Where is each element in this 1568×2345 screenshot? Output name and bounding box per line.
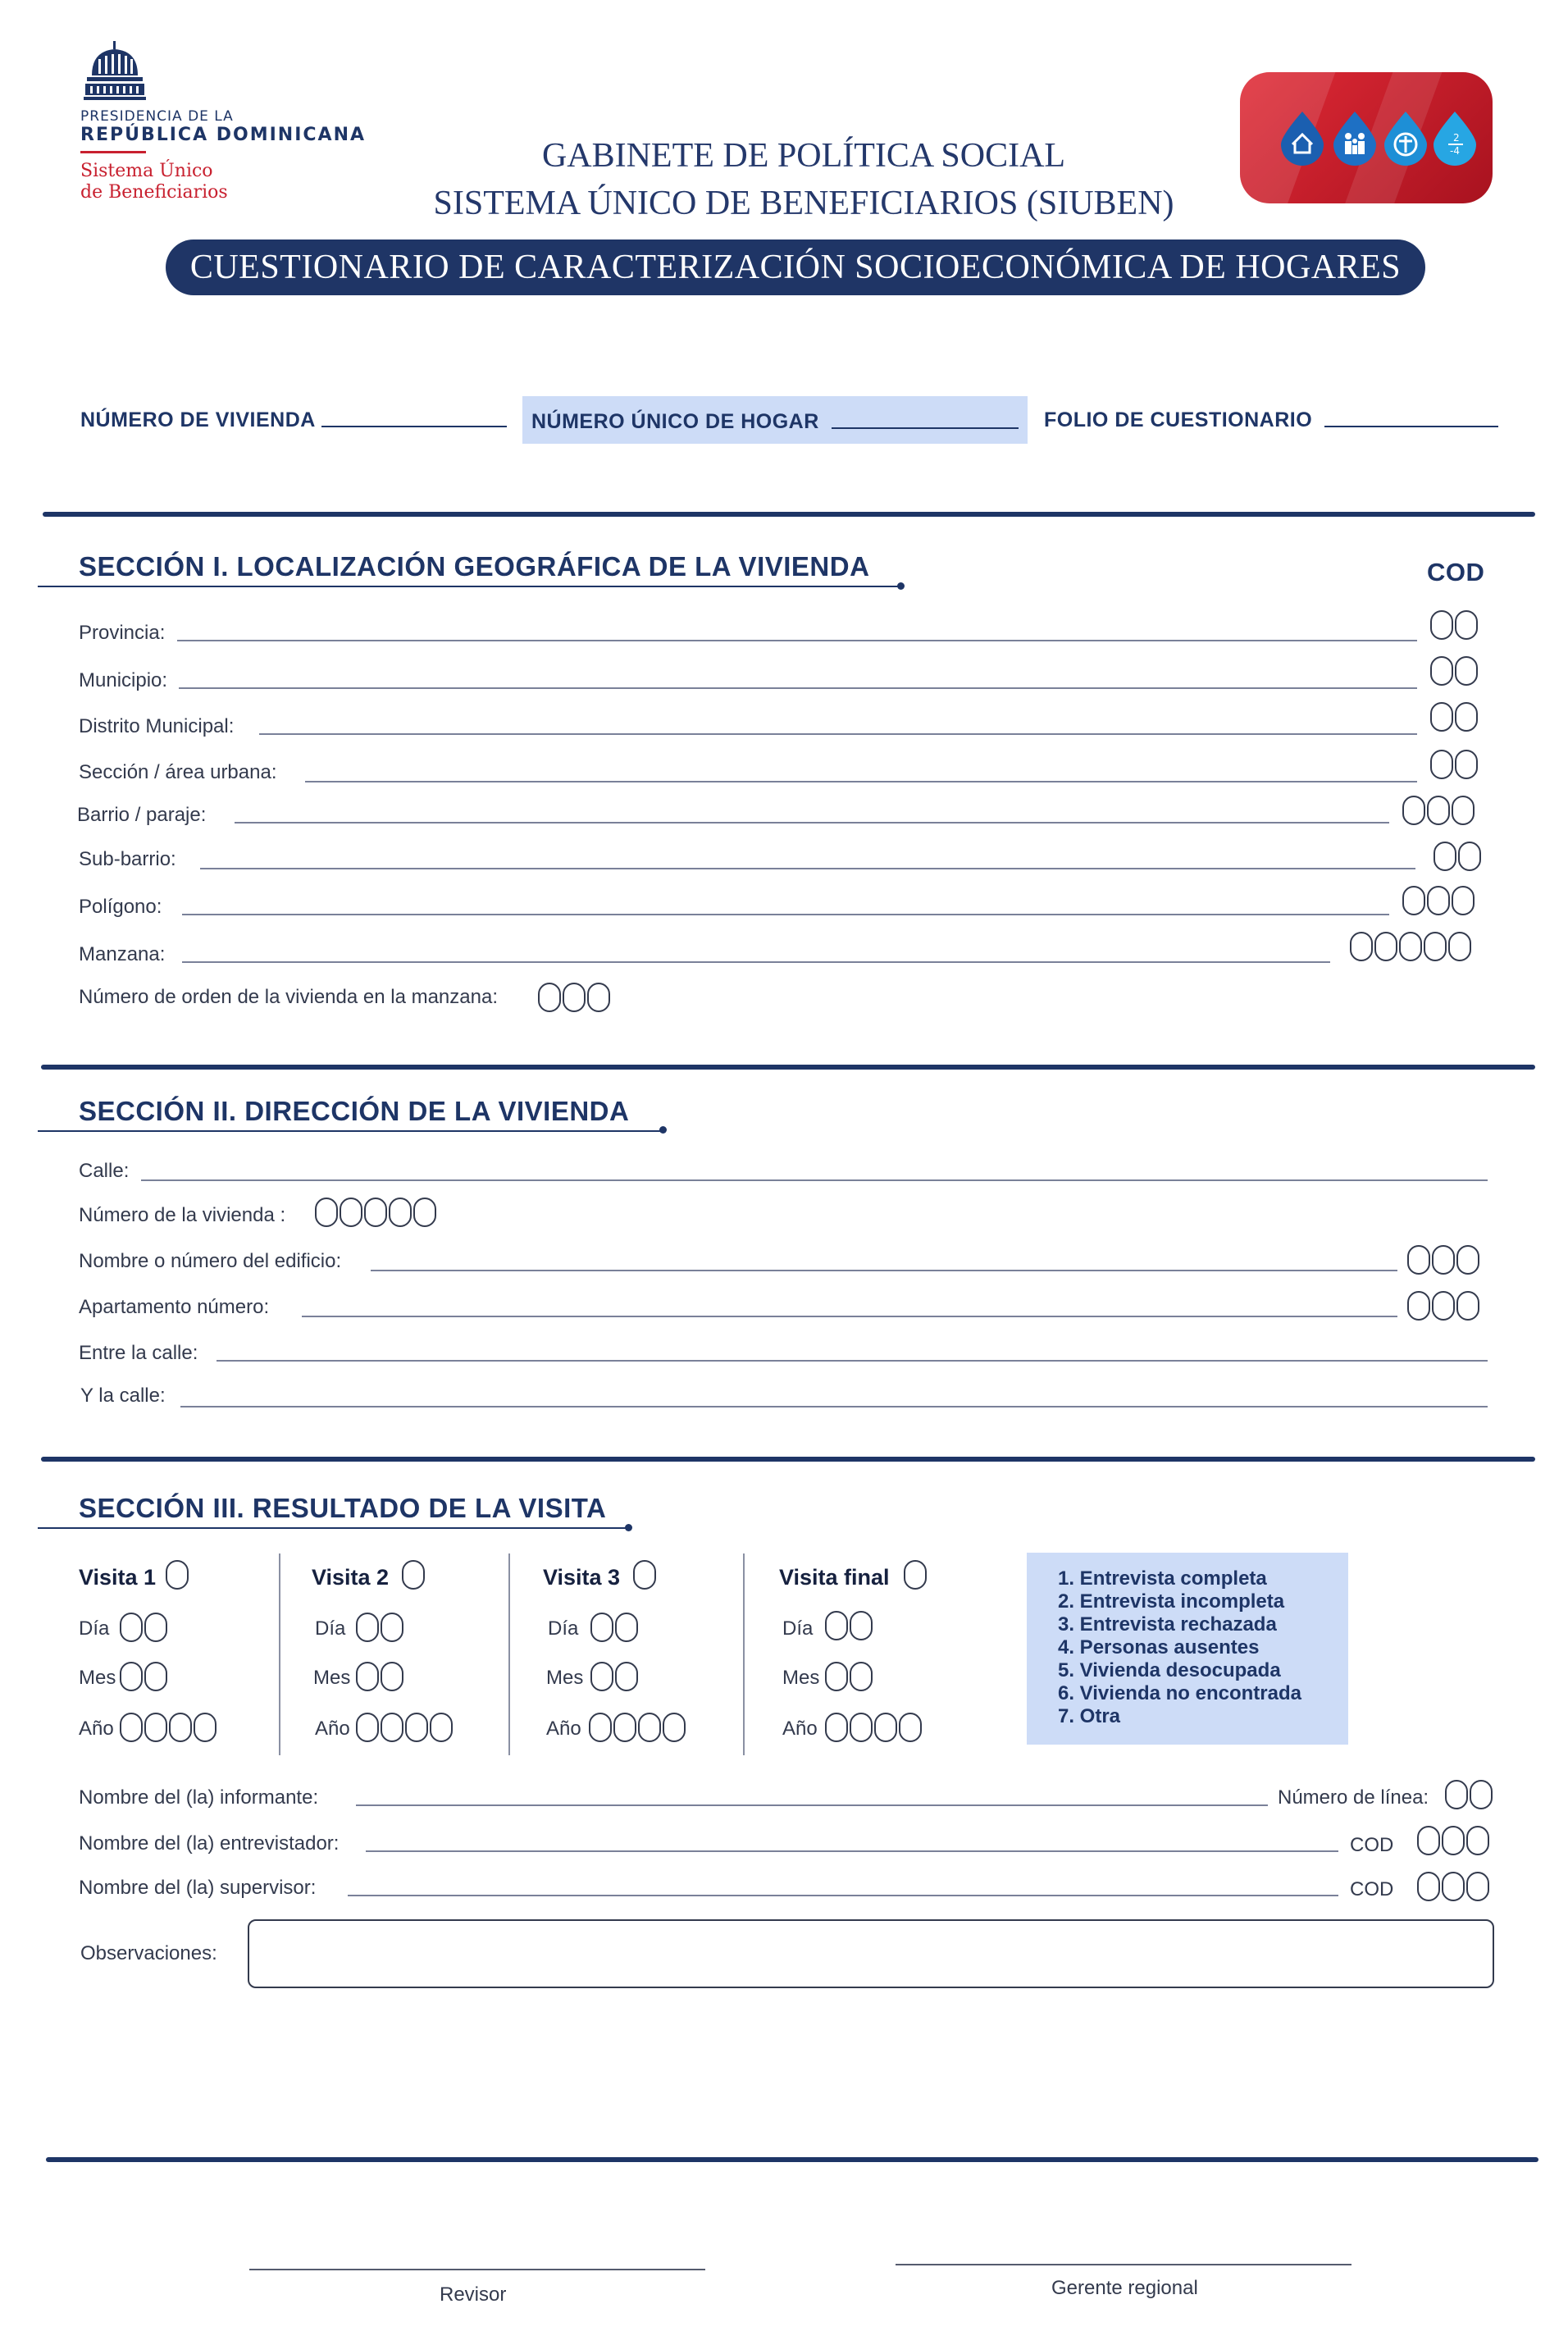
numero-vivienda-dir-code[interactable] [315,1198,436,1227]
logo-line-2: REPÚBLICA DOMINICANA [80,125,367,145]
supervisor-input[interactable] [348,1895,1338,1896]
section-divider-2 [41,1065,1535,1070]
logo-divider [80,151,146,153]
visit-3-dia[interactable] [590,1613,638,1642]
subbarrio-code[interactable] [1434,842,1481,871]
section-3-dot [625,1524,632,1531]
municipio-input[interactable] [179,687,1417,689]
visit-final-result[interactable] [904,1560,927,1590]
distrito-code[interactable] [1430,702,1478,732]
visit-final-mes[interactable] [825,1662,873,1691]
presidencia-logo [80,41,376,205]
result-codes-legend [1027,1553,1348,1745]
observaciones-input[interactable] [248,1919,1494,1988]
distrito-input[interactable] [259,733,1417,735]
entrevistador-input[interactable] [366,1850,1338,1852]
numero-linea-label: Número de línea: [1278,1786,1429,1809]
visit-final-column [779,1558,984,1755]
manzana-code[interactable] [1350,932,1471,961]
edificio-code[interactable] [1407,1245,1479,1275]
footer-divider [46,2157,1538,2162]
provincia-input[interactable] [177,640,1417,641]
calle-input[interactable] [141,1179,1488,1181]
visit-separator-2 [508,1553,510,1755]
svg-text:2: 2 [1453,132,1460,144]
visit-final-dia[interactable] [825,1611,873,1640]
gerente-label: Gerente regional [1051,2277,1198,2299]
legend-item: 7. Otra [1058,1705,1121,1727]
section-divider-3 [41,1457,1535,1462]
section-2-title: SECCIÓN II. DIRECCIÓN DE LA VIVIENDA [79,1096,630,1126]
visit-2-title: Visita 2 [312,1565,390,1590]
revisor-label: Revisor [440,2283,507,2306]
municipio-label: Municipio: [79,669,168,691]
visit-3-anio-label: Año [546,1718,581,1740]
section-3-title: SECCIÓN III. RESULTADO DE LA VISITA [79,1493,607,1523]
cod-header: COD [1427,558,1485,586]
visit-1-dia[interactable] [120,1613,167,1642]
entrevistador-cod-label: COD [1350,1834,1394,1856]
section-1-title: SECCIÓN I. LOCALIZACIÓN GEOGRÁFICA DE LA VIVIENDA [79,551,870,582]
visit-1-anio[interactable] [120,1713,217,1742]
poligono-input[interactable] [182,914,1389,915]
apartamento-label: Apartamento número: [79,1296,270,1318]
seccion-input[interactable] [305,781,1417,782]
visit-2-dia[interactable] [356,1613,403,1642]
entre-calle-label: Entre la calle: [79,1342,198,1364]
visit-1-result[interactable] [166,1560,189,1590]
numero-vivienda-input[interactable] [321,426,507,427]
supervisor-code[interactable] [1417,1872,1489,1901]
visit-3-mes[interactable] [590,1662,638,1691]
barrio-code[interactable] [1402,796,1475,825]
visit-2-column [312,1558,476,1755]
gerente-signature-line[interactable] [896,2264,1351,2265]
entre-calle-input[interactable] [217,1360,1488,1362]
folio-input[interactable] [1324,426,1498,427]
poligono-code[interactable] [1402,886,1475,915]
visit-3-dia-label: Día [548,1617,579,1640]
numero-linea-code[interactable] [1445,1780,1493,1809]
visit-1-mes-label: Mes [79,1667,116,1689]
informante-label: Nombre del (la) informante: [79,1786,319,1809]
visit-3-column [543,1558,723,1755]
legend-item: 4. Personas ausentes [1058,1636,1260,1658]
calle-label: Calle: [79,1160,130,1182]
subbarrio-label: Sub-barrio: [79,848,176,870]
revisor-signature-line[interactable] [249,2269,705,2270]
dome-icon [80,41,149,102]
visit-final-anio[interactable] [825,1713,922,1742]
header-title-1: GABINETE DE POLÍTICA SOCIAL [541,137,1066,175]
provincia-label: Provincia: [79,622,166,644]
visit-2-anio-label: Año [315,1718,350,1740]
visit-separator-3 [743,1553,745,1755]
y-la-calle-input[interactable] [180,1406,1488,1407]
entrevistador-code[interactable] [1417,1826,1489,1855]
barrio-label: Barrio / paraje: [77,804,207,826]
distrito-label: Distrito Municipal: [79,715,235,737]
visit-1-anio-label: Año [79,1718,114,1740]
edificio-label: Nombre o número del edificio: [79,1250,342,1272]
visit-1-mes[interactable] [120,1662,167,1691]
provincia-code[interactable] [1430,610,1478,640]
visit-2-result[interactable] [402,1560,425,1590]
apartamento-input[interactable] [302,1316,1397,1317]
family-icon [1330,108,1379,166]
entrevistador-label: Nombre del (la) entrevistador: [79,1832,340,1855]
numero-vivienda-label: NÚMERO DE VIVIENDA [80,408,316,431]
legend-item: 6. Vivienda no encontrada [1058,1682,1301,1704]
seccion-code[interactable] [1430,750,1478,779]
legend-item: 5. Vivienda desocupada [1058,1659,1281,1681]
seccion-label: Sección / área urbana: [79,761,277,783]
child-icon [1381,108,1430,166]
legend-item: 2. Entrevista incompleta [1058,1590,1285,1613]
section-1-underline [38,586,899,587]
legend-item: 3. Entrevista rechazada [1058,1613,1277,1636]
visit-2-mes[interactable] [356,1662,403,1691]
visit-2-dia-label: Día [315,1617,346,1640]
logo-line-1: PRESIDENCIA DE LA [80,108,234,125]
section-divider-1 [43,512,1535,517]
section-3-underline [38,1527,628,1529]
visit-3-anio[interactable] [589,1713,686,1742]
numero-vivienda-dir-label: Número de la vivienda : [79,1204,286,1226]
visit-separator-1 [279,1553,280,1755]
supervisor-cod-label: COD [1350,1878,1394,1900]
manzana-label: Manzana: [79,943,166,965]
svg-text:-4: -4 [1450,145,1460,157]
visit-final-title: Visita final [779,1565,890,1590]
orden-label: Número de orden de la vivienda en la manzana: [79,986,498,1008]
visit-1-dia-label: Día [79,1617,110,1640]
visit-3-result[interactable] [633,1560,656,1590]
folio-label: FOLIO DE CUESTIONARIO [1044,408,1313,431]
observaciones-label: Observaciones: [80,1942,217,1964]
logo-line-4: de Beneficiarios [80,182,228,203]
numero-hogar-input[interactable] [832,427,1019,429]
visit-2-anio[interactable] [356,1713,453,1742]
questionnaire-banner: CUESTIONARIO DE CARACTERIZACIÓN SOCIOECONÓMICA DE HOGARES [166,240,1425,295]
supervisor-label: Nombre del (la) supervisor: [79,1877,317,1899]
header-title-2: SISTEMA ÚNICO DE BENEFICIARIOS (SIUBEN) [433,185,1174,222]
subbarrio-input[interactable] [200,868,1415,869]
edificio-input[interactable] [371,1270,1397,1271]
visit-3-title: Visita 3 [543,1565,621,1590]
poligono-label: Polígono: [79,896,162,918]
informante-input[interactable] [356,1804,1268,1806]
y-la-calle-label: Y la calle: [80,1385,166,1407]
municipio-code[interactable] [1430,656,1478,686]
visit-1-title: Visita 1 [79,1565,157,1590]
visit-3-mes-label: Mes [546,1667,584,1689]
visit-final-dia-label: Día [782,1617,814,1640]
visit-final-anio-label: Año [782,1718,818,1740]
orden-code[interactable] [538,983,610,1012]
numero-hogar-label: NÚMERO ÚNICO DE HOGAR [531,410,819,433]
visit-2-mes-label: Mes [313,1667,351,1689]
section-2-underline [38,1130,663,1132]
programs-badge [1240,72,1493,203]
apartamento-code[interactable] [1407,1291,1479,1321]
section-1-dot [897,582,905,590]
barrio-input[interactable] [235,822,1389,823]
manzana-input[interactable] [182,961,1330,963]
visit-1-column [79,1558,243,1755]
math-icon [1430,108,1479,166]
visit-final-mes-label: Mes [782,1667,820,1689]
house-icon [1278,108,1327,166]
logo-line-3: Sistema Único [80,161,213,181]
legend-item: 1. Entrevista completa [1058,1567,1267,1590]
section-2-dot [659,1126,667,1134]
